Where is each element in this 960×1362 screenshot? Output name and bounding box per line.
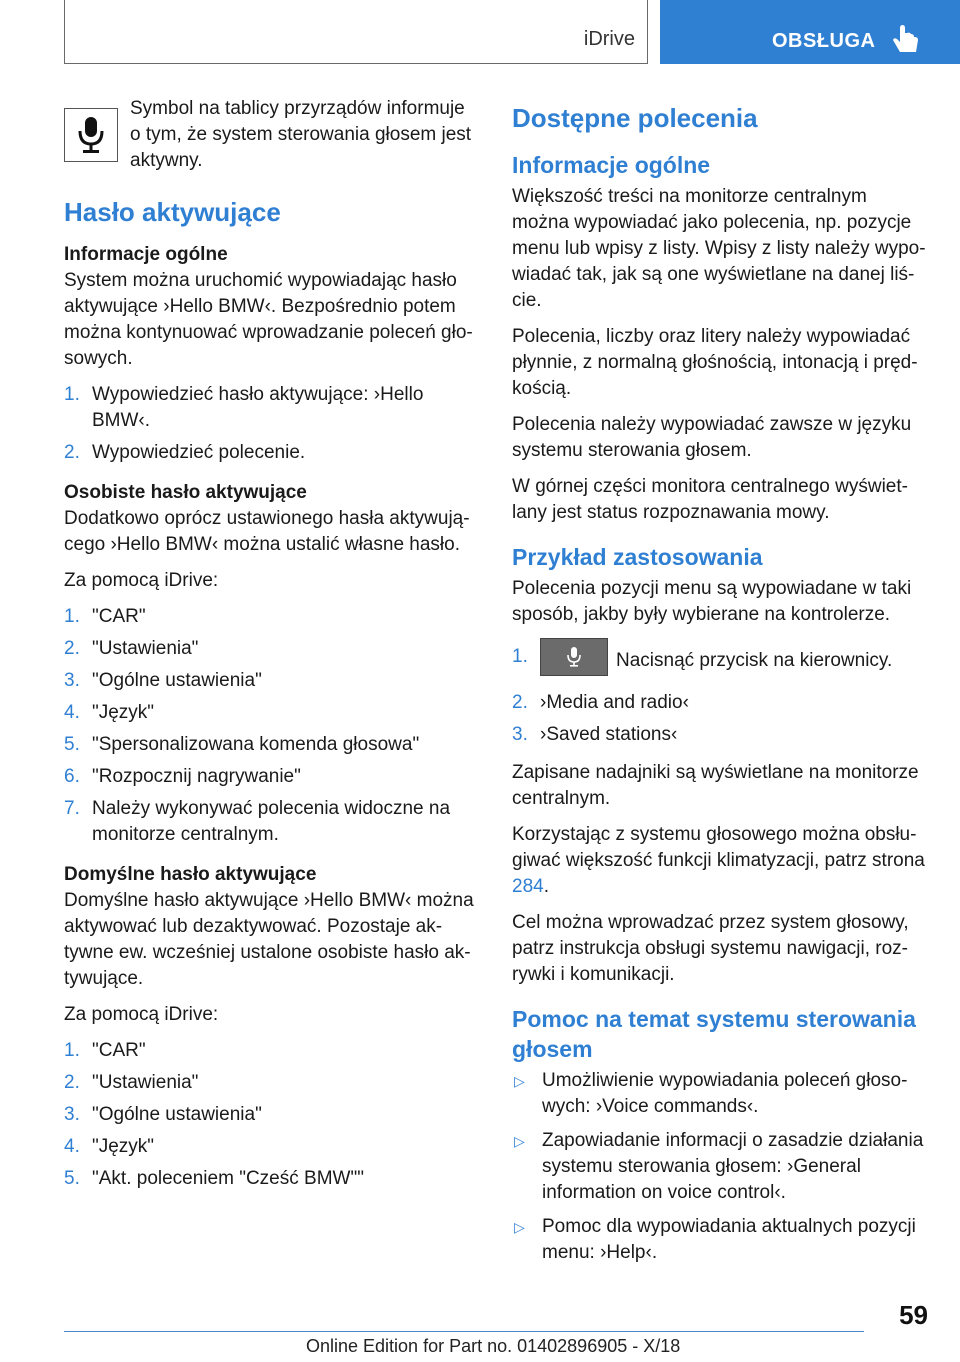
paragraph: Polecenia należy wypowiadać zawsze w języku systemu sterowania głosem.: [512, 414, 912, 461]
step-list: [512, 642, 928, 748]
footer-divider: [64, 1331, 864, 1332]
list-item-text: Umożliwienie wypowiadania poleceń głoso- wych: ›Voice commands‹.: [542, 1070, 908, 1117]
step-number: 6.: [64, 766, 80, 787]
step-text: "Akt. poleceniem "Cześć BMW"": [92, 1168, 364, 1189]
step-text: "Język": [92, 1136, 155, 1157]
step-list: [64, 1038, 479, 1192]
list-item: [512, 690, 928, 716]
step-text: ›Saved stations‹: [540, 724, 678, 745]
step-text: "Ogólne ustawienia": [92, 670, 262, 691]
list-item: [512, 1128, 928, 1206]
step-text: "CAR": [92, 606, 146, 627]
microphone-icon: [566, 646, 582, 668]
subsection-heading: Pomoc na temat systemu sterowania głosem: [512, 1006, 916, 1062]
step-list: [64, 604, 479, 848]
subsection-title: Domyślne hasło aktywujące: [64, 864, 317, 885]
list-item: [64, 732, 479, 758]
step-number: 4.: [64, 702, 80, 723]
footer-edition: Online Edition for Part no. 01402896905 - X/18: [306, 1336, 681, 1356]
list-item: [64, 604, 479, 630]
help-list: [512, 1068, 928, 1266]
header-tab: [660, 0, 960, 64]
microphone-symbol: [64, 108, 118, 162]
paragraph: Cel można wprowadzać przez system głosowy, patrz instrukcja obsługi systemu nawigacji, roz- rywki i komunikacji.: [512, 912, 909, 985]
step-list: [64, 382, 479, 466]
step-text: "Język": [92, 702, 155, 723]
list-item: [512, 642, 928, 680]
paragraph: Dodatkowo oprócz ustawionego hasła aktywują- cego ›Hello BMW‹ można ustalić własne hasło.: [64, 508, 470, 555]
list-item: [64, 636, 479, 662]
paragraph: [512, 822, 928, 900]
header-tab-label: OBSŁUGA: [772, 30, 876, 52]
hand-pointer-icon: [892, 24, 922, 56]
left-column: [64, 96, 479, 1204]
step-number: 2.: [64, 442, 80, 463]
list-item: [64, 382, 479, 434]
paragraph: System można uruchomić wypowiadając hasło aktywujące ›Hello BMW‹. Bezpośrednio potem można kontynuować wprowadzanie poleceń gło- sowych.: [64, 270, 473, 369]
section-heading: Hasło aktywujące: [64, 197, 281, 227]
list-item: [64, 1070, 479, 1096]
triangle-bullet-icon: ▷: [514, 1073, 525, 1089]
step-content: [540, 642, 892, 680]
paragraph: W górnej części monitora centralnego wyświet- lany jest status rozpoznawania mowy.: [512, 476, 908, 523]
list-item: [64, 1134, 479, 1160]
step-number: 3.: [64, 670, 80, 691]
list-item: [64, 440, 479, 466]
step-text: Wypowiedzieć hasło aktywujące: ›Hello BMW‹.: [92, 384, 424, 431]
step-number: 1.: [512, 646, 528, 667]
list-item-text: Pomoc dla wypowiadania aktualnych pozycji menu: ›Help‹.: [542, 1216, 916, 1263]
paragraph: Zapisane nadajniki są wyświetlane na monitorze centralnym.: [512, 762, 919, 809]
step-number: 1.: [64, 606, 80, 627]
subsection-title: Informacje ogólne: [64, 244, 228, 265]
list-item: [512, 1068, 928, 1120]
step-number: 1.: [64, 384, 80, 405]
step-text: "CAR": [92, 1040, 146, 1061]
list-item: [64, 1166, 479, 1192]
paragraph-end: .: [543, 876, 549, 897]
step-number: 5.: [64, 734, 80, 755]
list-item: [64, 700, 479, 726]
step-text: "Rozpocznij nagrywanie": [92, 766, 301, 787]
paragraph: Polecenia pozycji menu są wypowiadane w taki sposób, jakby były wybierane na kontrolerze.: [512, 578, 912, 625]
step-text: Wypowiedzieć polecenie.: [92, 442, 306, 463]
page-number: 59: [899, 1300, 928, 1330]
list-item-text: Zapowiadanie informacji o zasadzie działania systemu sterowania głosem: ›General information on voice control‹.: [542, 1130, 924, 1203]
paragraph-text: Korzystając z systemu głosowego można obsłu- giwać większość funkcji klimatyzacji, patrz strona: [512, 824, 925, 871]
paragraph: Domyślne hasło aktywujące ›Hello BMW‹ można aktywować lub dezaktywować. Pozostaje ak- tywne ew. wcześniej ustalone osobiste hasło ak- tywujące.: [64, 890, 474, 989]
paragraph: Za pomocą iDrive:: [64, 1004, 219, 1025]
paragraph: Polecenia, liczby oraz litery należy wypowiadać płynnie, z normalną głośnością, intonacją i pręd- kością.: [512, 326, 918, 399]
step-text: "Ogólne ustawienia": [92, 1104, 262, 1125]
list-item: [64, 1102, 479, 1128]
voice-button-icon: [540, 638, 608, 676]
step-text: ›Media and radio‹: [540, 692, 689, 713]
step-text: Należy wykonywać polecenia widoczne na monitorze centralnym.: [92, 798, 451, 845]
step-number: 3.: [512, 724, 528, 745]
step-text: Nacisnąć przycisk na kierownicy.: [616, 650, 893, 672]
step-number: 1.: [64, 1040, 80, 1061]
list-item: [64, 668, 479, 694]
subsection-heading: Przykład zastosowania: [512, 544, 763, 570]
section-heading: Dostępne polecenia: [512, 103, 758, 133]
step-number: 5.: [64, 1168, 80, 1189]
step-text: "Spersonalizowana komenda głosowa": [92, 734, 420, 755]
step-number: 7.: [64, 798, 80, 819]
step-text: "Ustawienia": [92, 638, 199, 659]
list-item: [64, 796, 479, 848]
step-number: 2.: [512, 692, 528, 713]
paragraph: Większość treści na monitorze centralnym można wypowiadać jako polecenia, np. pozycje menu lub wpisy z listy. Wpisy z listy należy wypo- wiadać tak, jak są one wyświetlane na danej liś- cie.: [512, 186, 926, 311]
triangle-bullet-icon: ▷: [514, 1133, 525, 1149]
header-frame: [64, 0, 648, 64]
page-link[interactable]: 284: [512, 876, 544, 897]
header-section-title: iDrive: [583, 28, 635, 50]
right-column: [512, 96, 928, 1274]
list-item: [512, 722, 928, 748]
list-item: [64, 1038, 479, 1064]
mic-note: [64, 96, 479, 174]
step-number: 2.: [64, 1072, 80, 1093]
subsection-title: Osobiste hasło aktywujące: [64, 482, 307, 503]
step-number: 2.: [64, 638, 80, 659]
subsection-heading: Informacje ogólne: [512, 152, 711, 178]
step-text: "Ustawienia": [92, 1072, 199, 1093]
mic-note-text: Symbol na tablicy przyrządów informuje o tym, że system sterowania głosem jest aktywny.: [130, 98, 472, 171]
step-number: 3.: [64, 1104, 80, 1125]
list-item: [64, 764, 479, 790]
microphone-icon: [76, 115, 106, 155]
paragraph: Za pomocą iDrive:: [64, 570, 219, 591]
step-number: 4.: [64, 1136, 80, 1157]
list-item: [512, 1214, 928, 1266]
triangle-bullet-icon: ▷: [514, 1219, 525, 1235]
